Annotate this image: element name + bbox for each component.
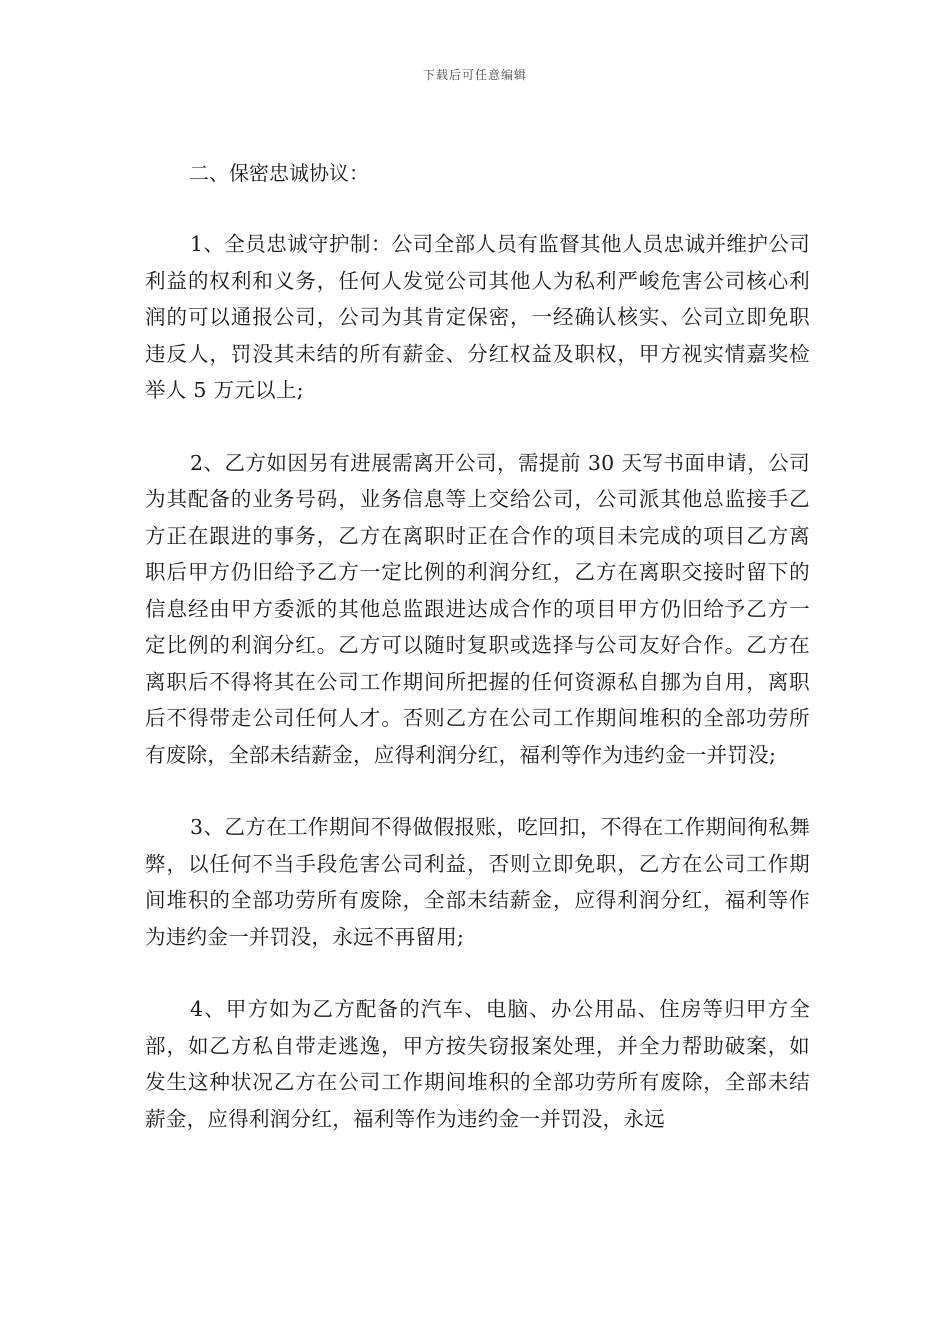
document-body [145,155,810,1173]
paragraph-1: 1、全员忠诚守护制：公司全部人员有监督其他人员忠诚并维护公司利益的权利和义务，任何人发觉公司其他人为私利严峻危害公司核心利润的可以通报公司，公司为其肯定保密，一经确认核实、公司立即免职违反人，罚没其未结的所有薪金、分红权益及职权，甲方视实情嘉奖检举人 5 万元以上; [145,232,810,402]
paragraph-3: 3、乙方在工作期间不得做假报账，吃回扣，不得在工作期间徇私舞弊，以任何不当手段危害公司利益，否则立即免职，乙方在公司工作期间堆积的全部功劳所有废除，全部未结薪金，应得利润分红，福利等作为违约金一并罚没，永远不再留用; [145,815,810,949]
paragraph-4: 4、甲方如为乙方配备的汽车、电脑、办公用品、住房等归甲方全部，如乙方私自带走逃逸，甲方按失窃报案处理，并全力帮助破案，如发生这种状况乙方在公司工作期间堆积的全部功劳所有废除，全部未结薪金，应得利润分红，福利等作为违约金一并罚没，永远 [145,997,810,1131]
paragraph-2: 2、乙方如因另有进展需离开公司，需提前 30 天写书面申请，公司为其配备的业务号码，业务信息等上交给公司，公司派其他总监接手乙方正在跟进的事务，乙方在离职时正在合作的项目未完成的项目乙方离职后甲方仍旧给予乙方一定比例的利润分红，乙方在离职交接时留下的信息经由甲方委派的其他总监跟进达成合作的项目甲方仍旧给予乙方一定比例的利润分红。乙方可以随时复职或选择与公司友好合作。乙方在离职后不得将其在公司工作期间所把握的任何资源私自挪为自用，离职后不得带走公司任何人才。否则乙方在公司工作期间堆积的全部功劳所有废除，全部未结薪金，应得利润分红，福利等作为违约金一并罚没; [145,450,810,767]
section-title: 二、保密忠诚协议： [189,161,369,185]
page-header: 下载后可任意编辑 [422,68,527,82]
